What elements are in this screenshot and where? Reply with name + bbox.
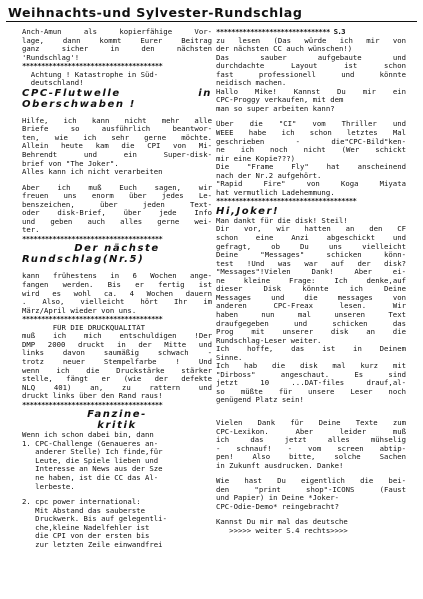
text-line: Druckwerk. Bis auf gelegentli- (22, 515, 167, 524)
text-line: CPC-Proggy verkaufen, mit dem (216, 96, 344, 105)
text-line: Sinne. (216, 353, 243, 362)
text-line: zur letzten Zeile einwandfrei (22, 540, 163, 549)
text-line: "Messages"!Vielen Dank! Aber ei- (216, 268, 406, 277)
text-line: wird es wohl ca. 4 Wochen dauern (22, 289, 212, 298)
text-line: zu lesen (Das würde ich mir von (216, 36, 406, 45)
text-line: Kannst Du mir mal das deutsche (216, 518, 348, 527)
text-line: brief von "The Joker". (22, 159, 119, 168)
star-divider: ************************************* (22, 62, 163, 71)
text-line: Dir vor, wir hatten an den CF (216, 225, 406, 234)
text-line: Interesse an News aus der Sze (22, 465, 163, 474)
text-line: wenn ich die Druckstärke stärker (22, 366, 212, 375)
text-line: fast professionell und könnte (216, 70, 406, 79)
masthead (6, 4, 417, 24)
text-line: Die "Frame Fly" hat anscheinend (216, 163, 406, 172)
text-line: März/April wieder von uns. (22, 306, 137, 315)
text-line: 'Rundschlag'! (22, 53, 80, 62)
text-line: mir eine Kopie???) (216, 154, 296, 163)
section-heading: CPC-Flutwelle in (22, 87, 212, 99)
text-line: anderer Stelle) Ich finde,für (22, 448, 163, 457)
text-line: Man dankt für die disk! Steil! (216, 216, 348, 225)
text-line: ten, wie ich sehr gerne möchte. (22, 133, 212, 142)
text-line: Achtung ! Katastrophe in Süd- (22, 70, 159, 79)
left-column (22, 28, 212, 549)
text-line: ich das jetzt alles mühselig (216, 436, 406, 445)
text-line: NLQ 401) an, zu rattern und (22, 383, 212, 392)
text-line: anderen CPC-Freax lesen. Wir (216, 302, 406, 311)
section-heading: Fanzine- (87, 409, 147, 421)
text-line: Hallo Mike! Kannst Du mir ein (216, 87, 406, 96)
text-line: Messages und die messages von (216, 293, 406, 302)
text-line: "Dirboss" angeschaut. Es sind (216, 370, 406, 379)
text-line: Ich hab die disk mal kurz mit (216, 362, 406, 371)
text-line: druckt links über den Rand raus! (22, 392, 163, 401)
text-line: WEEE habe ich schon letztes Mal (216, 129, 406, 138)
text-line: benszeichen, über jeden Text- (22, 200, 212, 209)
text-line: test !Und was war auf der disk? (216, 259, 406, 268)
text-line: pen! Also bitte, solche Sachen (216, 453, 406, 462)
text-line: stelle, fängt er (wie der defekte (22, 375, 212, 384)
paragraph-gap (216, 113, 406, 120)
text-line: FÜR DIE DRUCKQUALITÄT (22, 323, 146, 332)
text-line: in Zukunft ausdrucken. Danke! (216, 461, 344, 470)
text-line: ne haben, ist die CC das Al- (22, 473, 159, 482)
text-line: genügend Platz sein! (216, 396, 304, 405)
text-line: lerbeste. (22, 482, 75, 491)
text-line: fangen werden. Bis er fertig ist (22, 281, 212, 290)
text-line: muß ich mich entschuldigen !Der (22, 332, 212, 341)
text-line: dieser Disk könnte ich Deine (216, 285, 406, 294)
text-line: Das sauber aufgebaute und (216, 53, 406, 62)
paragraph-gap (216, 470, 406, 477)
text-line: haben nun mal unseren Text (216, 310, 406, 319)
text-line: Rundschlag-Leser weiter. (216, 336, 322, 345)
text-line: Aber ich muß Euch sagen, wir (22, 183, 212, 192)
text-line: Ich hoffe, das ist in Deinem (216, 345, 406, 354)
text-line: man so super arbeiten kann? (216, 104, 335, 113)
text-line: freuen uns enorm über jedes Le- (22, 192, 212, 201)
text-line: Behrendt und ein Super-disk- (22, 151, 212, 160)
text-line: nach der Nr.2 aufgehört. (216, 171, 322, 180)
text-line: CPC-Lexikon. Aber leider muß (216, 427, 406, 436)
text-line: Wie hast Du eigentlich die bei- (216, 477, 406, 486)
paragraph-gap (216, 412, 406, 419)
text-line: den "print shop"-ICONS (Faust (216, 485, 406, 494)
text-line: Briefe so ausführlich beantwor- (22, 125, 212, 134)
section-heading: Oberschwaben ! (22, 98, 136, 110)
text-line: und geben auch alles gerne wei- (22, 217, 212, 226)
text-line: lage, dann kommt Eurer Beitrag (22, 36, 212, 45)
text-line: Prog mit unserer disk an die (216, 328, 406, 337)
text-line: . Also, vielleicht hört Ihr im (22, 298, 212, 307)
text-line: Deine "Messages" schicken könn- (216, 251, 406, 260)
text-line: der nächsten CC auch wünschen!) (216, 45, 353, 54)
masthead-rule (6, 21, 417, 22)
text-line: - schnauf! - vom screen abtip- (216, 444, 406, 453)
paragraph-gap (22, 491, 212, 498)
text-line: ganz sicher in den nächsten (22, 45, 212, 54)
paragraph-gap (216, 405, 406, 412)
star-divider: ****************************** S.3 (216, 28, 345, 36)
right-column (216, 28, 406, 536)
text-line: hat vermutlich Ladehemmung. (216, 188, 335, 197)
text-line: die CPI von der ersten bis (22, 532, 150, 541)
paragraph-gap (216, 511, 406, 518)
text-line: Mit Abstand das sauberste (22, 506, 146, 515)
section-heading: Hi,Joker! (216, 205, 280, 217)
paragraph-gap (22, 177, 212, 184)
text-line: trotz neuer Stempelfarbe ! Und (22, 357, 212, 366)
text-line: DMP 2000 druckt in der Mitte und (22, 340, 212, 349)
text-line: che,kleine Nadelfehler ist (22, 523, 150, 532)
text-line: Leute, die Spiele lieben und (22, 456, 159, 465)
text-line: so müßte für unsere Leser noch (216, 387, 406, 396)
text-line: ne kleine Frage: Ich denke,auf (216, 276, 406, 285)
text-line: ne ich noch nicht (Wer schickt (216, 146, 406, 155)
text-line: CPC-Odie-Demo* reingebracht? (216, 502, 340, 511)
text-line: jetzt 10 ...DAT-files drauf,al- (216, 379, 406, 388)
masthead-title: Weihnachts-und Sylvester-Rundschlag (8, 5, 303, 20)
text-line: 1. CPC-Challenge (Genaueres an- (22, 439, 159, 448)
text-line: oder disk-Brief, über jede Info (22, 209, 212, 218)
text-line: >>>>> weiter S.4 rechts>>>> (216, 526, 348, 535)
text-line: "Rapid Fire" von Koga Miyata (216, 180, 406, 189)
star-divider: ************************************* (22, 400, 163, 409)
star-divider: ************************************* (22, 234, 163, 243)
text-line: Anch-Amun als kopierfähige Vor- (22, 28, 212, 36)
text-line: und Papier) in Deine *Joker- (216, 494, 340, 503)
text-line: deutschland! (22, 79, 84, 88)
text-line: links davon saumäßig schwach - (22, 349, 212, 358)
star-divider: ************************************* (22, 315, 163, 324)
text-line: kann frühestens in 6 Wochen ange- (22, 272, 212, 281)
text-line: neidisch machen. (216, 79, 287, 88)
text-line: Allein heute kam die CPI von Mi- (22, 142, 212, 151)
text-line: gefragt, ob Du uns vielleicht (216, 242, 406, 251)
text-line: Vielen Dank für Deine Texte zum (216, 418, 406, 427)
text-line: durchdachte Layout ist schon (216, 62, 406, 71)
section-heading: kritik (97, 420, 137, 432)
text-line: Alles kann ich nicht verarbeiten (22, 168, 163, 177)
section-heading: Der nächste (74, 243, 160, 255)
paragraph-gap (22, 265, 212, 272)
text-line: schon eine Anzi abgeschickt und (216, 234, 406, 243)
text-line: Wenn ich schon dabei bin, dann (22, 431, 154, 440)
text-line: Hilfe, ich kann nicht mehr alle (22, 116, 212, 125)
section-heading: Rundschlag(Nr.5) (22, 254, 145, 266)
text-line: Über die "CI" vom Thriller und (216, 120, 406, 129)
paragraph-gap (22, 110, 212, 117)
text-line: 2. cpc power international: (22, 498, 141, 507)
star-divider: ************************************* (216, 197, 357, 206)
text-line: draufgegeben und schicken das (216, 319, 406, 328)
text-line: ter. (22, 226, 40, 235)
text-line: geschrieben - die"CPC-Bild"ken- (216, 137, 406, 146)
